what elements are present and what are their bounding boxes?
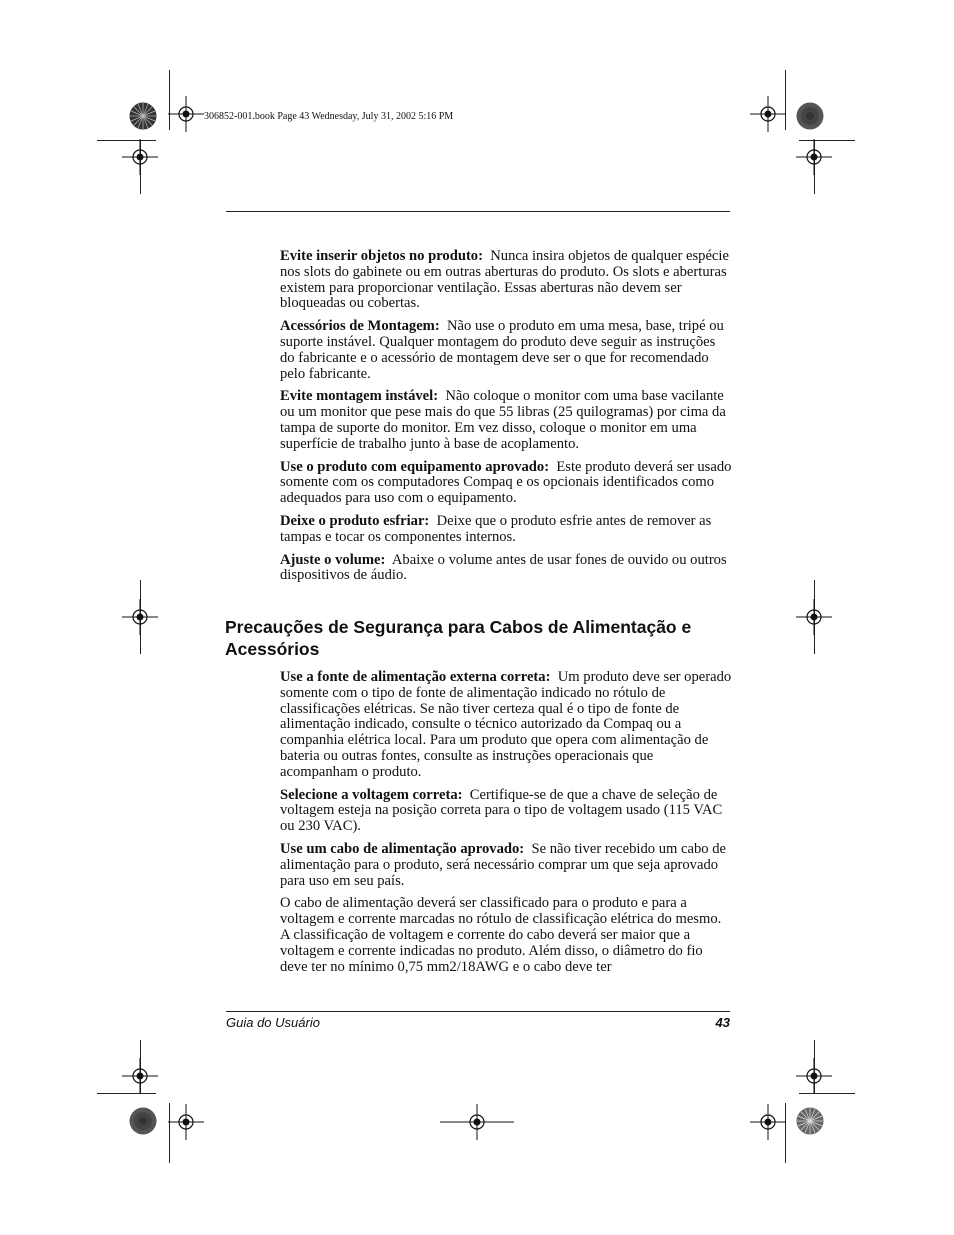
page-number: 43 <box>715 1015 730 1030</box>
paragraph <box>280 896 732 975</box>
footer-rule <box>226 1011 730 1012</box>
paragraph <box>280 389 732 452</box>
header-rule <box>226 211 730 212</box>
registration-crosshair-icon <box>440 1104 514 1140</box>
body-bottom <box>280 670 732 982</box>
print-slug: 306852-001.book Page 43 Wednesday, July 31, 2002 5:16 PM <box>204 111 454 122</box>
paragraph-lead: Evite inserir objetos no produto: <box>280 248 483 264</box>
registration-crosshair-icon <box>122 1058 158 1094</box>
paragraph-lead: Evite montagem instável: <box>280 388 439 405</box>
registration-starburst-icon <box>129 102 157 130</box>
paragraph-text: Certifique-se de que a chave de seleção de voltagem esteja na posição correta para o tipo de voltagem usado (115 VAC ou 230 VAC). <box>280 786 723 835</box>
paragraph-text: Um produto deve ser operado somente com o tipo de fonte de alimentação indicado no rótulo de classificações elétricas. Se não tiver certeza qual é o tipo de fonte de alimentação indicado, consulte o técnico autorizado da Compaq ou a companhia elétrica local. Para um produto que opera com alimentação de bateria ou outras fontes, consulte as instruções operacionais que acompanham o produto. <box>280 669 732 780</box>
paragraph <box>280 788 732 835</box>
paragraph-text: Este produto deverá ser usado somente com os computadores Compaq e os opcionais identificados como adequados para uso com o equipamento. <box>280 458 732 507</box>
paragraph-lead: Use o produto com equipamento aprovado: <box>280 458 550 475</box>
registration-crosshair-icon <box>168 1104 204 1140</box>
paragraph-lead: Acessórios de Montagem: <box>280 318 440 335</box>
paragraph <box>280 514 732 546</box>
registration-crosshair-icon <box>122 599 158 635</box>
registration-crosshair-icon <box>796 599 832 635</box>
footer-guide-title: Guia do Usuário <box>226 1015 320 1030</box>
paragraph <box>280 249 732 312</box>
paragraph <box>280 460 732 507</box>
registration-crosshair-icon <box>796 139 832 175</box>
paragraph <box>280 670 732 781</box>
paragraph-lead: Use a fonte de alimentação externa correta: <box>280 669 551 685</box>
registration-crosshair-icon <box>168 96 204 132</box>
body-top <box>280 249 732 591</box>
registration-starburst-icon <box>796 102 824 130</box>
registration-crosshair-icon <box>750 96 786 132</box>
registration-starburst-icon <box>129 1107 157 1135</box>
registration-crosshair-icon <box>750 1104 786 1140</box>
paragraph-text: Se não tiver recebido um cabo de alimentação para o produto, será necessário comprar um que seja aprovado para uso em seu país. <box>280 840 726 889</box>
paragraph-text: O cabo de alimentação deverá ser classificado para o produto e para a voltagem e corrente marcadas no rótulo de classificação elétrica do mesmo. A classificação de voltagem e corrente do cabo deverá ser maior que a voltagem e corrente indicadas no produto. Além disso, o diâmetro do fio deve ter no mínimo 0,75 mm2/18AWG e o cabo deve ter <box>280 895 722 975</box>
paragraph-text: Deixe que o produto esfrie antes de remover as tampas e tocar os componentes internos. <box>280 512 712 545</box>
paragraph-lead: Selecione a voltagem correta: <box>280 786 463 803</box>
paragraph <box>280 842 732 889</box>
paragraph-text: Nunca insira objetos de qualquer espécie nos slots do gabinete ou em outras aberturas do produto. Os slots e aberturas existem para proporcionar ventilação. Essas aberturas não devem ser bloqueadas ou cobertas. <box>280 248 729 312</box>
paragraph-text: Abaixe o volume antes de usar fones de ouvido ou outros dispositivos de áudio. <box>280 551 727 584</box>
paragraph-lead: Use um cabo de alimentação aprovado: <box>280 840 525 857</box>
paragraph-lead: Deixe o produto esfriar: <box>280 512 430 529</box>
registration-crosshair-icon <box>122 139 158 175</box>
registration-starburst-icon <box>796 1107 824 1135</box>
paragraph-text: Não coloque o monitor com uma base vacilante ou um monitor que pese mais do que 55 libras (25 quilogramas) por cima da tampa de suporte do monitor. Em vez disso, coloque o monitor em uma superfície de trabalho junto à base de acoplamento. <box>280 388 726 452</box>
paragraph-lead: Ajuste o volume: <box>280 551 386 568</box>
paragraph <box>280 319 732 382</box>
section-heading: Precauções de Segurança para Cabos de Alimentação e Acessórios <box>225 617 692 659</box>
paragraph-text: Não use o produto em uma mesa, base, tripé ou suporte instável. Qualquer montagem do produto deve seguir as instruções do fabricante e o acessório de montagem deve ser o que for recomendado pelo fabricante. <box>280 318 724 382</box>
registration-crosshair-icon <box>796 1058 832 1094</box>
paragraph <box>280 553 732 585</box>
